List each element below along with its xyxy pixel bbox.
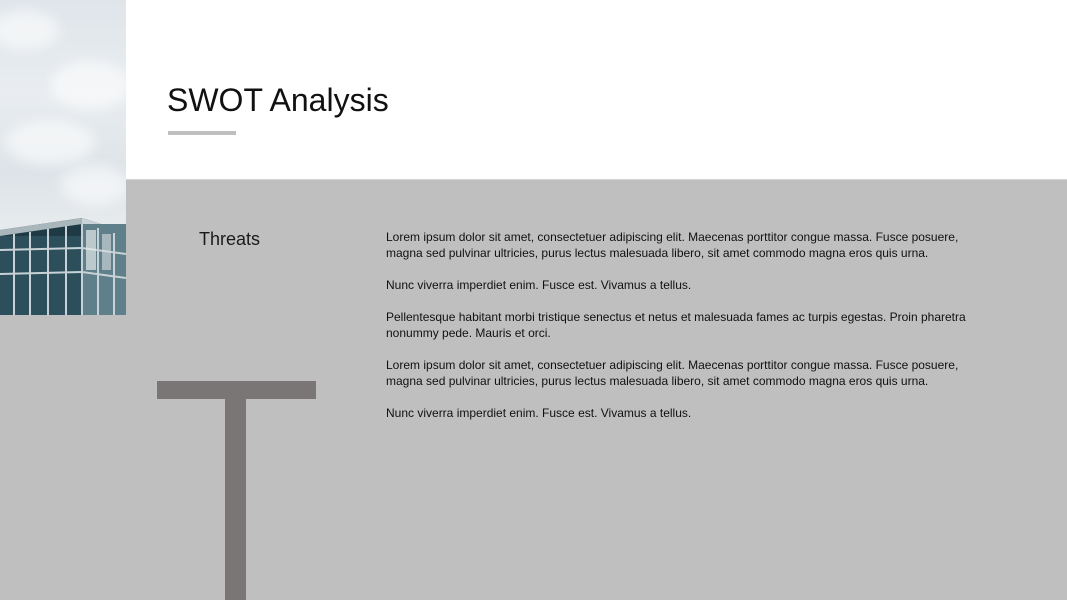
big-letter-t: [157, 381, 316, 600]
content-band-left: [0, 315, 126, 600]
paragraph: Nunc viverra imperdiet enim. Fusce est. Vivamus a tellus.: [386, 406, 692, 420]
glass-building-icon: [0, 218, 126, 315]
paragraph: Lorem ipsum dolor sit amet, consectetuer adipiscing elit. Maecenas porttitor congue massa. Fusce posuere, magna sed pulvinar ultricies, purus lectus malesuada libero, sit amet commodo magna eros quis urna.: [386, 230, 959, 260]
paragraph: Pellentesque habitant morbi tristique senectus et netus et malesuada fames ac turpis egestas. Proin pharetra nonummy pede. Mauris et orci.: [386, 310, 966, 340]
building-sky-photo: [0, 0, 126, 315]
body-text: [386, 229, 986, 437]
section-label: Threats: [199, 229, 261, 249]
slide-title: SWOT Analysis: [167, 82, 389, 118]
paragraph: Lorem ipsum dolor sit amet, consectetuer adipiscing elit. Maecenas porttitor congue massa. Fusce posuere, magna sed pulvinar ultricies, purus lectus malesuada libero, sit amet commodo magna eros quis urna.: [386, 358, 959, 388]
title-underline: [168, 131, 236, 135]
paragraph: Nunc viverra imperdiet enim. Fusce est. Vivamus a tellus.: [386, 278, 692, 292]
letter-t-stem: [225, 381, 246, 600]
